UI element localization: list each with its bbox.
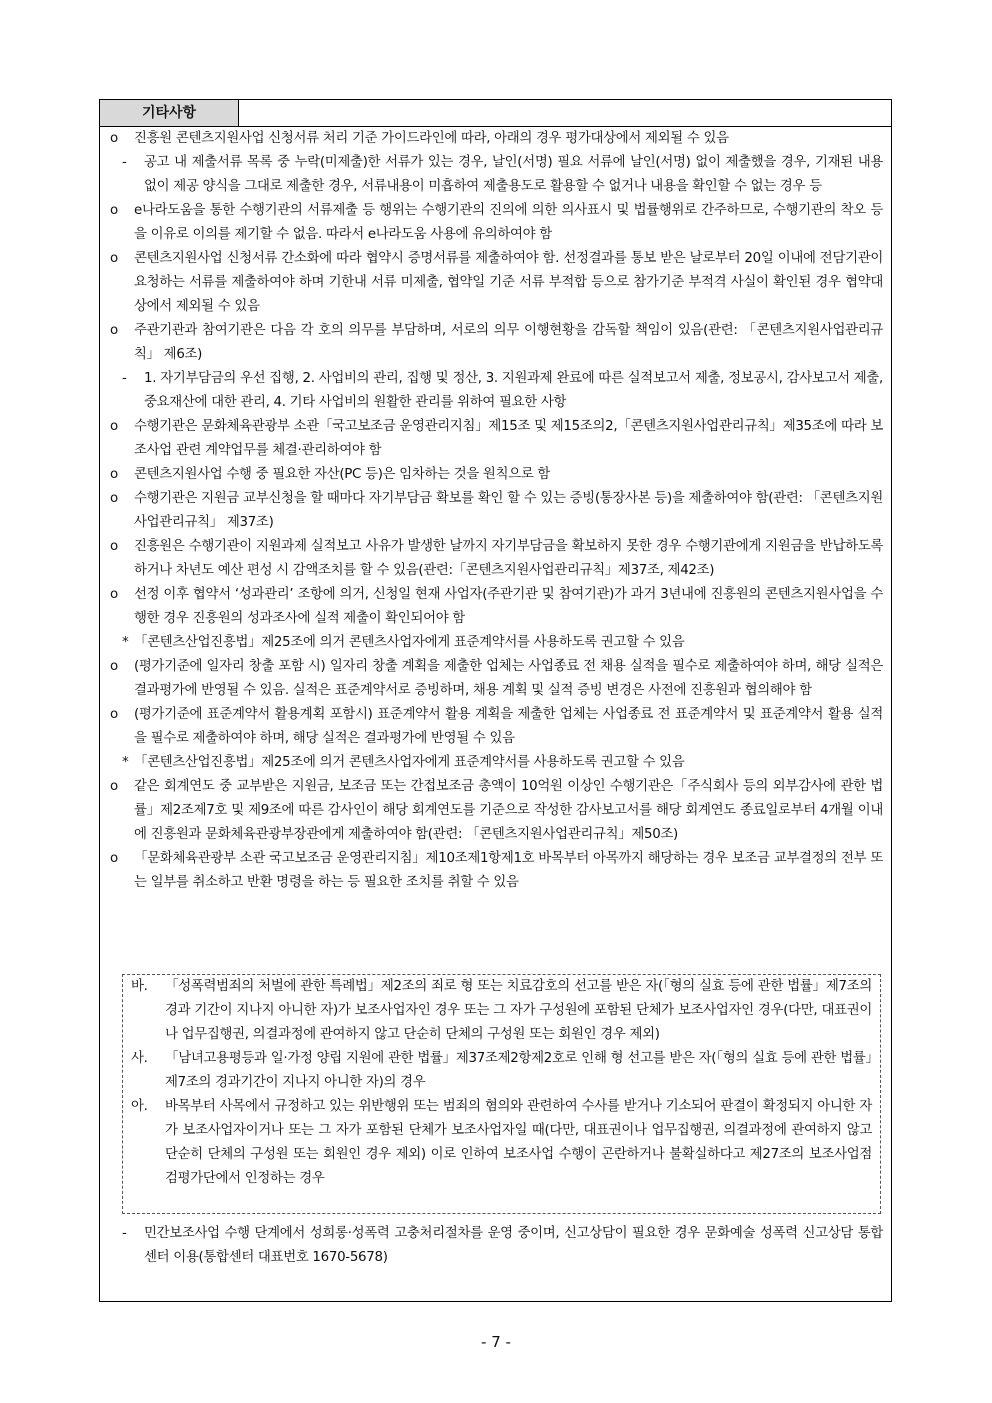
table-header-row <box>100 100 891 127</box>
box-item <box>123 975 880 1047</box>
dash-marker: - <box>122 371 127 386</box>
list-item <box>100 463 891 487</box>
bullet-marker: o <box>110 203 118 218</box>
box-item-marker: 바. <box>131 979 148 994</box>
item-text: 콘텐츠지원사업 신청서류 간소화에 따라 협약시 증명서류를 제출하여야 함. 선정결과를 통보 받은 날로부터 20일 이내에 전담기관이 요청하는 서류를 제출하여야 하며 기한내 서류 미제출, 협약일 기준 서류 부적합 등으로 참가기준 부적격 사실이 확인된 경우 협약대상에서 제외될 수 있음 <box>134 251 883 314</box>
item-text: 「문화체육관광부 소관 국고보조금 운영관리지침」제10조제1항제1호 바목부터 아목까지 해당하는 경우 보조금 교부결정의 전부 또는 일부를 취소하고 반환 명령을 하는 등 필요한 조치를 취할 수 있음 <box>134 851 883 890</box>
item-text: 선정 이후 협약서 ‘성과관리’ 조항에 의거, 신청일 현재 사업자(주관기관 및 참여기관)가 과거 3년내에 진흥원의 콘텐츠지원사업을 수행한 경우 진흥원의 성과조사에 실적 제출이 확인되어야 함 <box>134 587 883 626</box>
bullet-marker: o <box>110 707 118 722</box>
list-item <box>100 199 891 247</box>
box-item-marker: 사. <box>131 1051 148 1066</box>
item-text: 민간보조사업 수행 단계에서 성희롱·성폭력 고충처리절차를 운영 중이며, 신고상담이 필요한 경우 문화예술 성폭력 신고상담 통합센터 이용(통합센터 대표번호 1670-5678) <box>144 1226 883 1265</box>
item-text: 수행기관은 지원금 교부신청을 할 때마다 자기부담금 확보를 확인 할 수 있는 증빙(통장사본 등)을 제출하여야 함(관련: 「콘텐츠지원사업관리규칙」 제37조) <box>134 491 883 530</box>
note-marker: * <box>122 755 129 770</box>
list-item <box>100 415 891 463</box>
excerpt-box <box>122 974 881 1214</box>
list-item <box>100 751 891 775</box>
bullet-marker: o <box>110 539 118 554</box>
list-item <box>100 1222 891 1270</box>
list-item <box>100 535 891 583</box>
item-text: (평가기준에 표준계약서 활용계획 포함시) 표준계약서 활용 계획을 제출한 업체는 사업종료 전 표준계약서 및 표준계약서 활용 실적을 필수로 제출하여야 하며, 해당 실적은 결과평가에 반영될 수 있음 <box>134 707 883 746</box>
list-item <box>100 631 891 655</box>
bullet-marker: o <box>110 467 118 482</box>
list-item <box>100 583 891 631</box>
item-text: 공고 내 제출서류 목록 중 누락(미제출)한 서류가 있는 경우, 날인(서명) 필요 서류에 날인(서명) 없이 제출했을 경우, 기재된 내용 없이 제공 양식을 그대로 제출한 경우, 서류내용이 미흡하여 제출용도로 활용할 수 없거나 내용을 확인할 수 없는 경우 등 <box>144 155 883 194</box>
dash-marker: - <box>122 1226 127 1241</box>
list-item <box>100 703 891 751</box>
section-content <box>100 127 891 895</box>
list-item <box>100 775 891 847</box>
list-item <box>100 319 891 367</box>
list-item <box>100 151 891 199</box>
tail-section <box>100 1222 891 1270</box>
box-item-text: 「성폭력범죄의 처벌에 관한 특례법」제2조의 죄로 형 또는 치료감호의 선고를 받은 자(「형의 실효 등에 관한 법률」제7조의 경과 기간이 지나지 아니한 자)가 보조사업자인 경우 또는 그 자가 구성원에 포함된 단체가 보조사업자인 경우(다만, 대표권이나 업무집행권, 의결과정에 관여하지 않고 단순히 단체의 구성원 또는 회원인 경우 제외) <box>165 979 872 1042</box>
item-text: 「콘텐츠산업진흥법」제25조에 의거 콘텐츠사업자에게 표준계약서를 사용하도록 권고할 수 있음 <box>134 635 685 650</box>
item-text: 같은 회계연도 중 교부받은 지원금, 보조금 또는 간접보조금 총액이 10억원 이상인 수행기관은「주식회사 등의 외부감사에 관한 법률」제2조제7호 및 제9조에 따른 감사인이 해당 회계연도를 기준으로 작성한 감사보고서를 해당 회계연도 종료일로부터 4개월 이내에 진흥원과 문화체육관광부장관에게 제출하여야 함(관련: 「콘텐츠지원사업관리규칙」제50조) <box>134 779 883 842</box>
item-text: 진흥원 콘텐츠지원사업 신청서류 처리 기준 가이드라인에 따라, 아래의 경우 평가대상에서 제외될 수 있음 <box>134 131 729 146</box>
section-title: 기타사항 <box>100 100 239 126</box>
box-item-text: 바목부터 사목에서 규정하고 있는 위반행위 또는 범죄의 혐의와 관련하여 수사를 받거나 기소되어 판결이 확정되지 아니한 자가 보조사업자이거나 또는 그 자가 포함된 단체가 보조사업자일 때(다만, 대표권이나 업무집행권, 의결과정에 관여하지 않고 단순히 단체의 구성원 또는 회원인 경우 제외) 이로 인하여 보조사업 수행이 곤란하거나 불확실하다고 제27조의 보조사업점검평가단에서 인정하는 경우 <box>165 1099 872 1186</box>
item-text: 1. 자기부담금의 우선 집행, 2. 사업비의 관리, 집행 및 정산, 3. 지원과제 완료에 따른 실적보고서 제출, 정보공시, 감사보고서 제출, 중요재산에 대한 관리, 4. 기타 사업비의 원활한 관리를 위하여 필요한 사항 <box>144 371 883 410</box>
list-item <box>100 655 891 703</box>
item-text: e나라도움을 통한 수행기관의 서류제출 등 행위는 수행기관의 진의에 의한 의사표시 및 법률행위로 간주하므로, 수행기관의 착오 등을 이유로 이의를 제기할 수 없음. 따라서 e나라도움 사용에 유의하여야 함 <box>134 203 883 242</box>
box-item-marker: 아. <box>131 1099 148 1114</box>
bullet-marker: o <box>110 851 118 866</box>
page-number: - 7 - <box>481 1333 511 1351</box>
bullet-marker: o <box>110 251 118 266</box>
bullet-marker: o <box>110 587 118 602</box>
list-item <box>100 367 891 415</box>
note-marker: * <box>122 635 129 650</box>
bullet-marker: o <box>110 779 118 794</box>
item-text: 진흥원은 수행기관이 지원과제 실적보고 사유가 발생한 날까지 자기부담금을 확보하지 못한 경우 수행기관에게 지원금을 반납하도록 하거나 차년도 예산 편성 시 감액조치를 할 수 있음(관련:「콘텐츠지원사업관리규칙」제37조, 제42조) <box>134 539 883 578</box>
bullet-marker: o <box>110 419 118 434</box>
box-item-text: 「남녀고용평등과 일·가정 양립 지원에 관한 법률」제37조제2항제2호로 인해 형 선고를 받은 자(「형의 실효 등에 관한 법률」제7조의 경과기간이 지나지 아니한 자)의 경우 <box>165 1051 872 1090</box>
item-text: (평가기준에 일자리 창출 포함 시) 일자리 창출 계획을 제출한 업체는 사업종료 전 채용 실적을 필수로 제출하여야 하며, 해당 실적은 결과평가에 반영될 수 있음. 실적은 표준계약서로 증빙하며, 채용 계획 및 실적 증빙 변경은 사전에 진흥원과 협의해야 함 <box>134 659 883 698</box>
bullet-marker: o <box>110 131 118 146</box>
info-table <box>99 99 892 1302</box>
item-text: 주관기관과 참여기관은 다음 각 호의 의무를 부담하며, 서로의 의무 이행현황을 감독할 책임이 있음(관련: 「콘텐츠지원사업관리규칙」 제6조) <box>134 323 883 362</box>
box-item <box>123 1047 880 1095</box>
bullet-marker: o <box>110 491 118 506</box>
item-text: 콘텐츠지원사업 수행 중 필요한 자산(PC 등)은 임차하는 것을 원칙으로 함 <box>134 467 551 482</box>
list-item <box>100 127 891 151</box>
bullet-marker: o <box>110 659 118 674</box>
list-item <box>100 847 891 895</box>
list-item <box>100 487 891 535</box>
bullet-marker: o <box>110 323 118 338</box>
box-item <box>123 1095 880 1191</box>
list-item <box>100 247 891 319</box>
item-text: 수행기관은 문화체육관광부 소관「국고보조금 운영관리지침」제15조 및 제15조의2,「콘텐츠지원사업관리규칙」제35조에 따라 보조사업 관련 계약업무를 체결·관리하여야 함 <box>134 419 883 458</box>
dash-marker: - <box>122 155 127 170</box>
item-text: 「콘텐츠산업진흥법」제25조에 의거 콘텐츠사업자에게 표준계약서를 사용하도록 권고할 수 있음 <box>134 755 685 770</box>
